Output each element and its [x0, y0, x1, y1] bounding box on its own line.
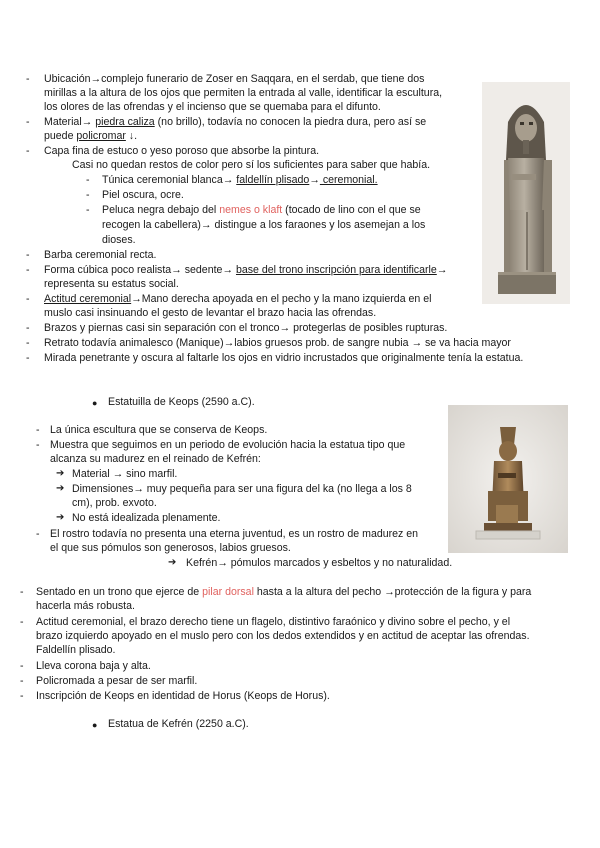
text-line: Brazos y piernas casi sin separación con el tronco→ protegerlas de posibles rupturas.	[44, 322, 448, 334]
highlighted-term: nemes o klaft	[219, 204, 283, 216]
text-line: mirillas a la altura de los ojos que permiten la entrada al valle, identificar la escultura,	[44, 87, 443, 99]
text-line: muslo casi insinuando el gesto de levantar el brazo hacia las ofrendas.	[44, 307, 377, 319]
keops-statuette-photo	[448, 405, 568, 553]
text-line: dioses.	[102, 234, 136, 246]
text-line	[44, 263, 447, 278]
underlined-term: policromar	[76, 130, 126, 142]
underlined-term: piedra caliza	[95, 116, 155, 128]
text-line	[102, 203, 421, 218]
bullet-point: ●	[92, 720, 98, 730]
text-line: recogen la cabellera)→ distingue a los faraones y los asemejan a los	[102, 219, 426, 231]
text-line: alcanza su madurez en el reinado de Kefrén:	[50, 453, 261, 465]
text-line: Dimensiones→ muy pequeña para ser una figura del ka (no llega a los 8	[72, 483, 412, 495]
list-dash: -	[26, 293, 30, 305]
text-line: Capa fina de estuco o yeso poroso que absorbe la pintura.	[44, 145, 320, 157]
text-line	[36, 585, 531, 600]
text-run: Material→	[44, 116, 96, 128]
text-run: ↓.	[125, 130, 138, 142]
text-line: Actitud ceremonial, el brazo derecho tiene un flagelo, distintivo faraónico y divino sobre el pecho, y el	[36, 616, 511, 628]
text-line: Retrato todavía animalesco (Manique)→labios gruesos prob. de sangre nubia → se va hacia mayor	[44, 337, 511, 349]
text-line: Policromada a pesar de ser marfil.	[36, 675, 198, 687]
list-dash: -	[26, 145, 30, 157]
text-line: Mirada penetrante y oscura al faltarle los ojos en vidrio incrustados que originalmente tenía la estatua.	[44, 352, 524, 364]
text-run: faldellín plisado	[236, 174, 310, 186]
text-line	[44, 129, 137, 144]
list-dash: -	[20, 675, 24, 687]
list-dash: -	[26, 337, 30, 349]
list-dash: -	[26, 264, 30, 276]
arrow-bullet-icon: ➔	[56, 483, 65, 494]
text-line: No está idealizada plenamente.	[72, 512, 221, 524]
text-line: Casi no quedan restos de color pero sí los suficientes para saber que había.	[72, 159, 431, 171]
text-line	[44, 292, 432, 307]
arrow-glyph: →	[309, 174, 320, 186]
text-line: Piel oscura, ocre.	[102, 189, 184, 201]
text-line: El rostro todavía no presenta una eterna juventud, es un rostro de madurez en	[50, 528, 419, 540]
list-dash: -	[36, 424, 40, 436]
text-run: Túnica ceremonial blanca→	[102, 174, 237, 186]
sub-list-dash: -	[86, 189, 90, 201]
text-line: Faldellín plisado.	[36, 644, 116, 656]
text-line: brazo izquierdo apoyado en el muslo pero con los dedos extendidos y en actitud de aceptar las ofrendas.	[36, 630, 530, 642]
arrow-bullet-icon: ➔	[56, 512, 65, 523]
list-dash: -	[26, 249, 30, 261]
text-line: Barba ceremonial recta.	[44, 249, 157, 261]
text-line	[44, 115, 426, 130]
text-line: los olores de las ofrendas y el incienso que se quemaba para el difunto.	[44, 101, 381, 113]
list-dash: -	[36, 439, 40, 451]
text-line: hacerla más robusta.	[36, 600, 135, 612]
list-dash: -	[20, 660, 24, 672]
bullet-point: ●	[92, 398, 98, 408]
highlighted-term: pilar dorsal	[202, 586, 254, 598]
list-dash: -	[36, 528, 40, 540]
list-dash: -	[26, 116, 30, 128]
section-heading: Estatuilla de Keops (2590 a.C).	[108, 396, 255, 408]
text-line: Muestra que seguimos en un periodo de evolución hacia la estatua tipo que	[50, 439, 406, 451]
text-run: Forma cúbica poco realista→ sedente→	[44, 264, 236, 276]
list-dash: -	[26, 73, 30, 85]
sub-list-dash: -	[86, 204, 90, 216]
text-run: puede	[44, 130, 77, 142]
text-line	[102, 173, 378, 188]
text-run: →Mano derecha apoyada en el pecho y la mano izquierda en el	[131, 293, 432, 305]
arrow-bullet-icon: ➔	[56, 468, 65, 479]
text-run: hasta a la altura del pecho →protección de la figura y para	[253, 586, 532, 598]
list-dash: -	[26, 322, 30, 334]
text-run: Sentado en un trono que ejerce de	[36, 586, 203, 598]
zoser-statue-photo	[482, 82, 570, 304]
text-line: Lleva corona baja y alta.	[36, 660, 151, 672]
underlined-term: Actitud ceremonial	[44, 293, 132, 305]
text-line: Kefrén→ pómulos marcados y esbeltos y no naturalidad.	[186, 557, 453, 569]
text-line: Inscripción de Keops en identidad de Horus (Keops de Horus).	[36, 690, 330, 702]
text-line: cm), prob. exvoto.	[72, 497, 157, 509]
text-line: el que sus pómulos son generosos, labios gruesos.	[50, 542, 291, 554]
underlined-term	[236, 174, 377, 186]
list-dash: -	[26, 352, 30, 364]
text-line: representa su estatus social.	[44, 278, 179, 290]
section-heading: Estatua de Kefrén (2250 a.C).	[108, 718, 249, 730]
underlined-term: base del trono inscripción para identificarle	[235, 264, 437, 276]
arrow-glyph: →	[436, 264, 448, 276]
text-line: Ubicación→complejo funerario de Zoser en Saqqara, en el serdab, que tiene dos	[44, 73, 425, 85]
text-line: La única escultura que se conserva de Keops.	[50, 424, 268, 436]
text-line: Material → sino marfil.	[72, 468, 178, 480]
sub-list-dash: -	[86, 174, 90, 186]
text-run: (no brillo), todavía no conocen la piedra dura, pero así se	[154, 116, 427, 128]
list-dash: -	[20, 616, 24, 628]
text-run: (tocado de lino con el que se	[282, 204, 421, 216]
arrow-bullet-icon: ➔	[168, 557, 177, 568]
list-dash: -	[20, 690, 24, 702]
text-run: Peluca negra debajo del	[102, 204, 220, 216]
text-run: ceremonial.	[319, 174, 378, 186]
list-dash: -	[20, 586, 24, 598]
